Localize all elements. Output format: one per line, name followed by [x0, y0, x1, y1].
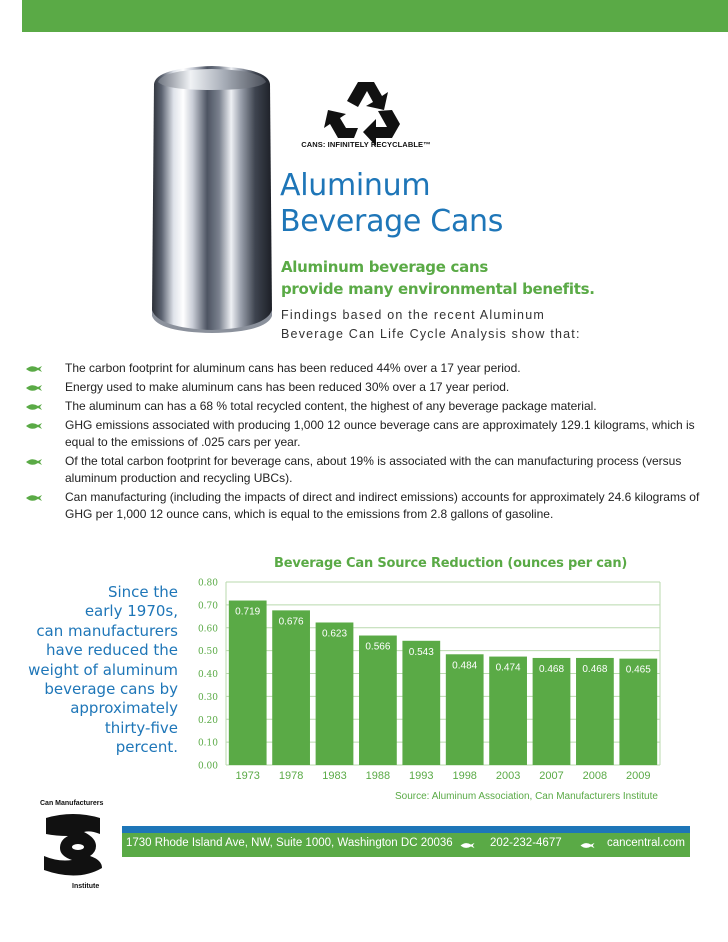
- footer-blue-band: [122, 826, 690, 833]
- footer-address: 1730 Rhode Island Ave, NW, Suite 1000, Washington DC 20036: [126, 837, 453, 849]
- y-tick-label: 0.60: [197, 624, 218, 635]
- x-tick-label: 1973: [235, 770, 260, 782]
- list-item: [24, 398, 704, 415]
- title-line-1: Aluminum: [280, 168, 431, 203]
- data-label: 0.474: [495, 662, 521, 674]
- chart-source: Source: Aluminum Association, Can Manufacturers Institute: [395, 791, 658, 802]
- top-green-bar: [0, 0, 728, 32]
- y-tick-label: 0.00: [197, 761, 218, 772]
- leaf-bullet-icon: [26, 458, 42, 466]
- title-line-2: Beverage Cans: [280, 204, 504, 239]
- list-item-text: GHG emissions associated with producing 1,000 12 ounce beverage cans are approximately 129.1 kilograms, which is equal to the emissions of .025 cars per year.: [65, 418, 695, 449]
- y-tick-label: 0.80: [197, 578, 218, 589]
- recycle-caption: CANS: INFINITELY RECYCLABLE™: [301, 140, 431, 149]
- footer-phone[interactable]: 202-232-4677: [490, 837, 562, 849]
- findings-line-1: Findings based on the recent Aluminum: [281, 308, 545, 322]
- list-item-text: Energy used to make aluminum cans has been reduced 30% over a 17 year period.: [65, 380, 510, 394]
- org-name: Can Manufacturers: [40, 800, 104, 807]
- list-item-text: The aluminum can has a 68 % total recycled content, the highest of any beverage package material.: [65, 399, 597, 413]
- leaf-bullet-icon: [26, 494, 42, 502]
- side-line: weight of aluminum: [28, 660, 178, 679]
- bar: [402, 641, 440, 765]
- x-tick-label: 2009: [626, 770, 651, 782]
- bar: [272, 610, 310, 765]
- data-label: 0.468: [538, 663, 565, 675]
- list-item: [24, 489, 704, 523]
- side-line: percent.: [115, 738, 178, 757]
- y-tick-label: 0.30: [197, 692, 218, 703]
- leaf-bullet-icon: [26, 422, 42, 430]
- findings-intro: [281, 306, 581, 344]
- side-line: beverage cans by: [44, 680, 178, 699]
- leaf-divider-icon: [580, 842, 595, 849]
- side-line: early 1970s,: [84, 602, 178, 621]
- bar: [229, 601, 267, 765]
- x-tick-label: 1978: [278, 770, 304, 782]
- findings-line-2: Beverage Can Life Cycle Analysis show that:: [281, 327, 581, 341]
- side-line: approximately: [70, 699, 178, 718]
- leaf-bullet-icon: [26, 365, 42, 373]
- side-line: thirty-five: [104, 718, 178, 737]
- y-tick-label: 0.50: [197, 647, 218, 658]
- list-item: [24, 453, 704, 487]
- subtitle: [281, 256, 595, 300]
- y-tick-label: 0.20: [197, 715, 218, 726]
- y-tick-label: 0.40: [197, 670, 218, 680]
- list-item-text: Of the total carbon footprint for beverage cans, about 19% is associated with the can manufacturing process (versus aluminum production and recycling UBCs).: [65, 454, 682, 485]
- side-line: Since the: [107, 583, 178, 601]
- y-tick-label: 0.10: [197, 738, 218, 749]
- list-item: [24, 417, 704, 451]
- leaf-bullet-icon: [26, 403, 42, 411]
- bar-chart: [190, 574, 670, 789]
- x-tick-label: 1993: [409, 770, 434, 782]
- x-tick-label: 2007: [539, 770, 564, 782]
- org-suffix: Institute: [72, 883, 100, 890]
- list-item: [24, 379, 704, 396]
- subtitle-line-2: provide many environmental benefits.: [281, 280, 595, 298]
- data-label: 0.719: [235, 606, 261, 618]
- data-label: 0.676: [278, 616, 304, 628]
- x-tick-label: 1988: [365, 770, 391, 782]
- can-manufacturers-logo: [38, 812, 108, 878]
- list-item-text: The carbon footprint for aluminum cans has been reduced 44% over a 17 year period.: [65, 361, 521, 375]
- x-tick-label: 2008: [582, 770, 608, 782]
- data-label: 0.623: [321, 628, 348, 640]
- leaf-divider-icon: [460, 842, 475, 849]
- y-tick-label: 0.70: [197, 601, 218, 612]
- x-tick-label: 2003: [495, 770, 521, 782]
- x-tick-label: 1998: [452, 770, 477, 782]
- data-label: 0.465: [625, 664, 651, 676]
- bar: [359, 636, 397, 765]
- list-item-text: Can manufacturing (including the impacts of direct and indirect emissions) accounts for approximately 24.6 kilograms of GHG per 1,000 12 ounce cans, which is equal to the emissions from 2.8 gallons of gasoline.: [65, 490, 700, 521]
- side-callout: [22, 583, 178, 758]
- data-label: 0.468: [582, 663, 608, 675]
- list-item: [24, 360, 704, 377]
- page-title: [280, 168, 503, 240]
- data-label: 0.543: [408, 646, 434, 658]
- top-bar-gap: [0, 0, 22, 32]
- bar: [316, 622, 354, 765]
- data-label: 0.484: [452, 660, 478, 672]
- footer-website-link[interactable]: cancentral.com: [607, 837, 685, 849]
- data-label: 0.566: [365, 641, 391, 653]
- side-line: can manufacturers: [36, 621, 178, 640]
- chart-title: Beverage Can Source Reduction (ounces per can): [274, 556, 628, 571]
- findings-list: [24, 360, 704, 525]
- leaf-bullet-icon: [26, 384, 42, 392]
- x-tick-label: 1983: [322, 770, 347, 782]
- aluminum-can-image: [148, 62, 276, 334]
- subtitle-line-1: Aluminum beverage cans: [281, 258, 488, 276]
- side-line: have reduced the: [45, 641, 178, 660]
